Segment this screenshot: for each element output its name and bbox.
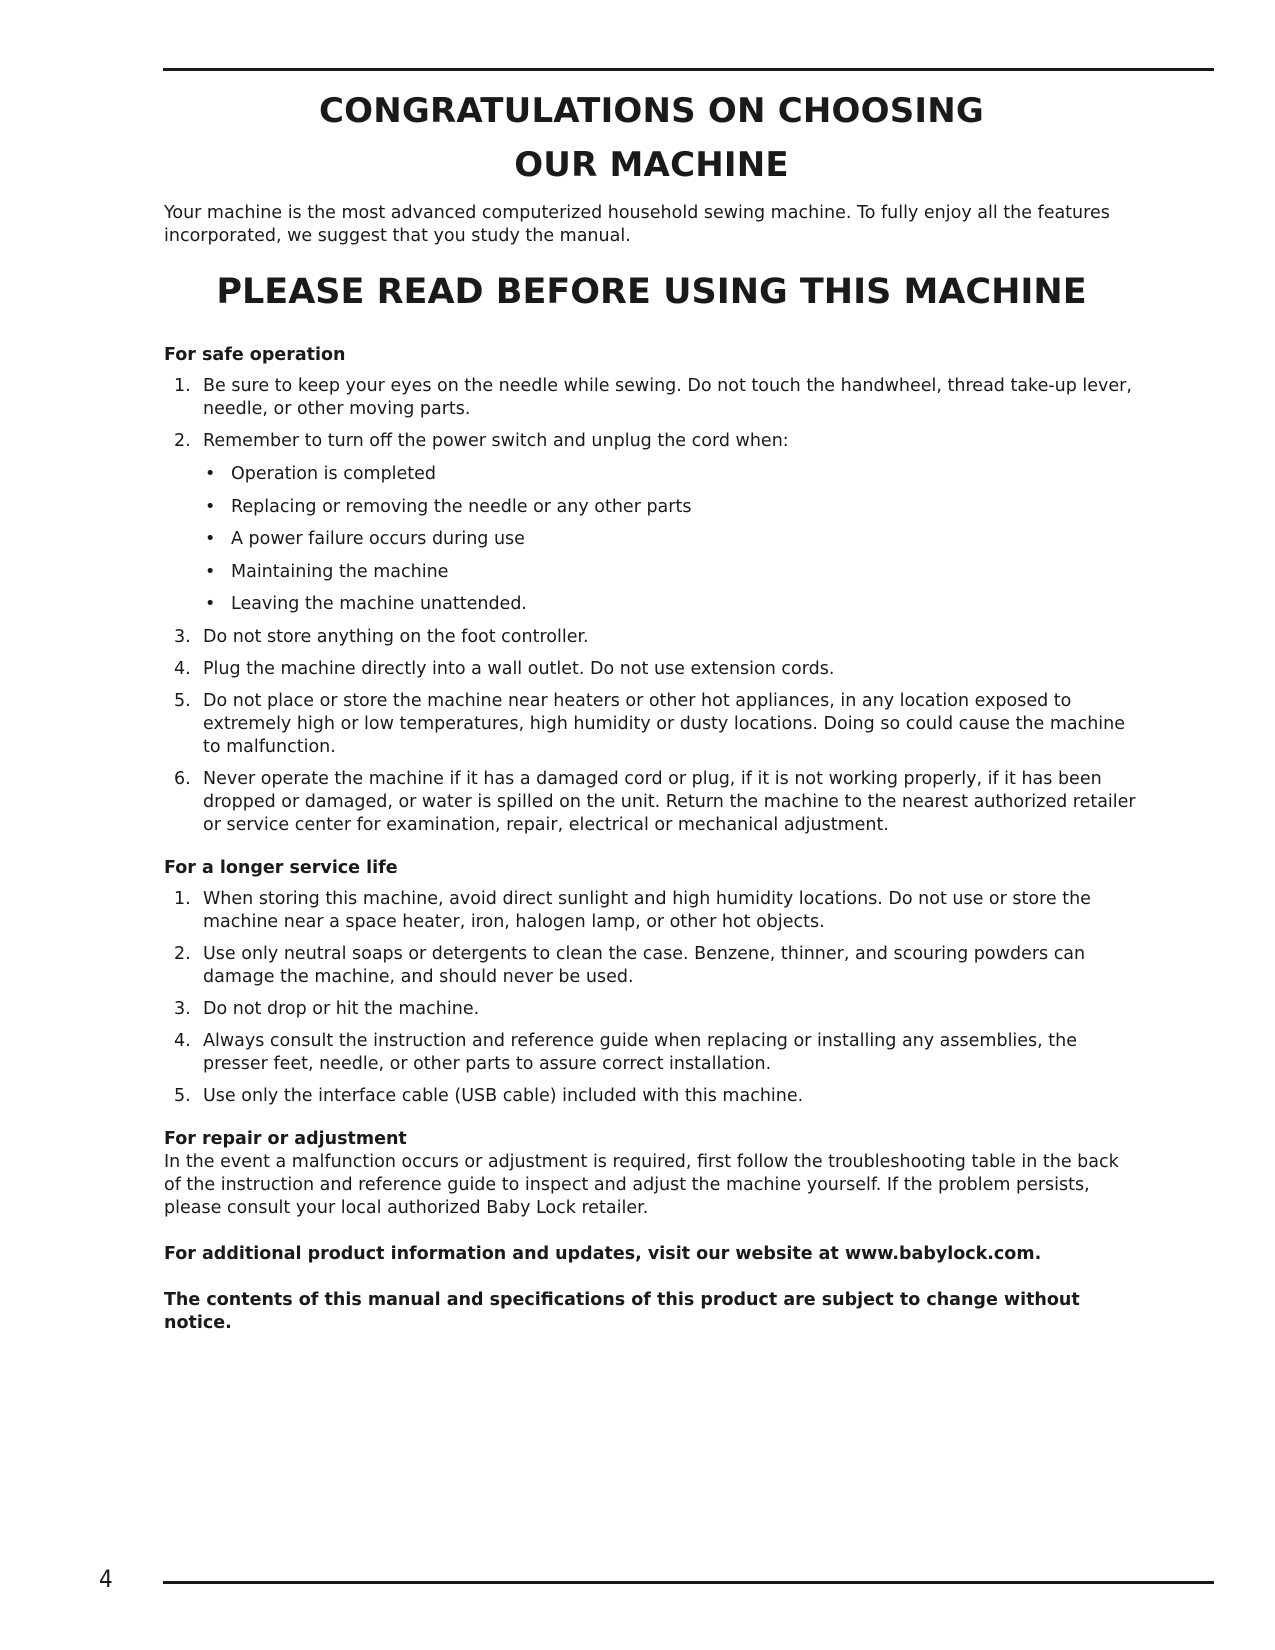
item-text: Do not place or store the machine near heaters or other hot appliances, in any location exposed to extremely high or low temperatures, high humidity or dusty locations. Doing so could cause the machine to malfunction. — [203, 690, 1126, 757]
item-text: Be sure to keep your eyes on the needle while sewing. Do not touch the handwheel, thread take-up lever, needle, or other moving parts. — [203, 376, 1132, 419]
list-item — [164, 888, 1139, 934]
top-rule — [163, 68, 1214, 71]
item-text: Do not store anything on the foot controller. — [203, 626, 589, 647]
item-number: 5. — [174, 1085, 191, 1106]
list-item — [164, 998, 1139, 1021]
list-item — [164, 626, 1139, 649]
additional-info-note: For additional product information and updates, visit our website at www.babylock.com. — [164, 1243, 1042, 1264]
item-number: 4. — [174, 1030, 191, 1051]
list-item — [164, 768, 1139, 837]
repair-heading: For repair or adjustment — [164, 1128, 407, 1149]
list-item — [164, 1085, 1139, 1108]
item-text: Remember to turn off the power switch and unplug the cord when: — [203, 431, 789, 451]
list-item — [164, 943, 1139, 989]
item-text: Plug the machine directly into a wall outlet. Do not use extension cords. — [203, 658, 835, 679]
list-item — [164, 690, 1139, 759]
list-item — [164, 430, 1139, 617]
intro-paragraph: Your machine is the most advanced computerized household sewing machine. To fully enjoy all the features incorporated, we suggest that you study the manual. — [164, 203, 1110, 246]
item-number: 1. — [174, 888, 191, 909]
bullet-item: • Leaving the machine unattended. — [203, 593, 1139, 617]
item-text: Use only the interface cable (USB cable) included with this machine. — [203, 1085, 804, 1106]
item-number: 2. — [174, 943, 191, 964]
safe-operation-heading: For safe operation — [164, 345, 346, 365]
page-content — [164, 84, 1139, 1335]
bullet-item: • A power failure occurs during use — [203, 528, 1139, 552]
item-number: 6. — [174, 768, 191, 789]
list-item — [164, 375, 1139, 421]
bullet-item: • Replacing or removing the needle or any other parts — [203, 496, 1139, 520]
title-line-2: OUR MACHINE — [514, 145, 789, 185]
page-number: 4 — [99, 1565, 113, 1593]
title-line-1: CONGRATULATIONS ON CHOOSING — [318, 91, 985, 131]
page-title — [164, 84, 1139, 192]
service-life-list — [164, 888, 1139, 1108]
service-life-heading: For a longer service life — [164, 857, 398, 878]
change-notice: The contents of this manual and specifications of this product are subject to change without notice. — [164, 1289, 1080, 1333]
bullet-item: • Operation is completed — [203, 463, 1139, 487]
section-title: PLEASE READ BEFORE USING THIS MACHINE — [216, 272, 1087, 312]
item-text: Never operate the machine if it has a damaged cord or plug, if it is not working properly, if it has been dropped or damaged, or water is spilled on the unit. Return the machine to the nearest authorized retailer or service center for examination, repair, electrical or mechanical adjustment. — [203, 768, 1136, 835]
item-number: 2. — [174, 431, 191, 451]
item-text: When storing this machine, avoid direct sunlight and high humidity locations. Do not use or store the machine near a space heater, iron, halogen lamp, or other hot objects. — [203, 888, 1091, 932]
list-item — [164, 658, 1139, 681]
item-number: 1. — [174, 376, 191, 396]
list-item — [164, 1030, 1139, 1076]
item-text: Do not drop or hit the machine. — [203, 998, 480, 1019]
item-number: 5. — [174, 690, 191, 711]
item-number: 4. — [174, 658, 191, 679]
item-number: 3. — [174, 998, 191, 1019]
item-text: Always consult the instruction and reference guide when replacing or installing any assemblies, the presser feet, needle, or other parts to assure correct installation. — [203, 1030, 1078, 1074]
repair-paragraph: In the event a malfunction occurs or adjustment is required, first follow the troubleshooting table in the back of the instruction and reference guide to inspect and adjust the machine yourself. If the problem persists, please consult your local authorized Baby Lock retailer. — [164, 1151, 1119, 1218]
unplug-conditions-list — [203, 463, 1139, 617]
bottom-rule — [163, 1581, 1214, 1584]
safe-operation-list — [164, 375, 1139, 837]
bullet-item: • Maintaining the machine — [203, 561, 1139, 585]
item-number: 3. — [174, 626, 191, 647]
item-text: Use only neutral soaps or detergents to clean the case. Benzene, thinner, and scouring powders can damage the machine, and should never be used. — [203, 943, 1086, 987]
